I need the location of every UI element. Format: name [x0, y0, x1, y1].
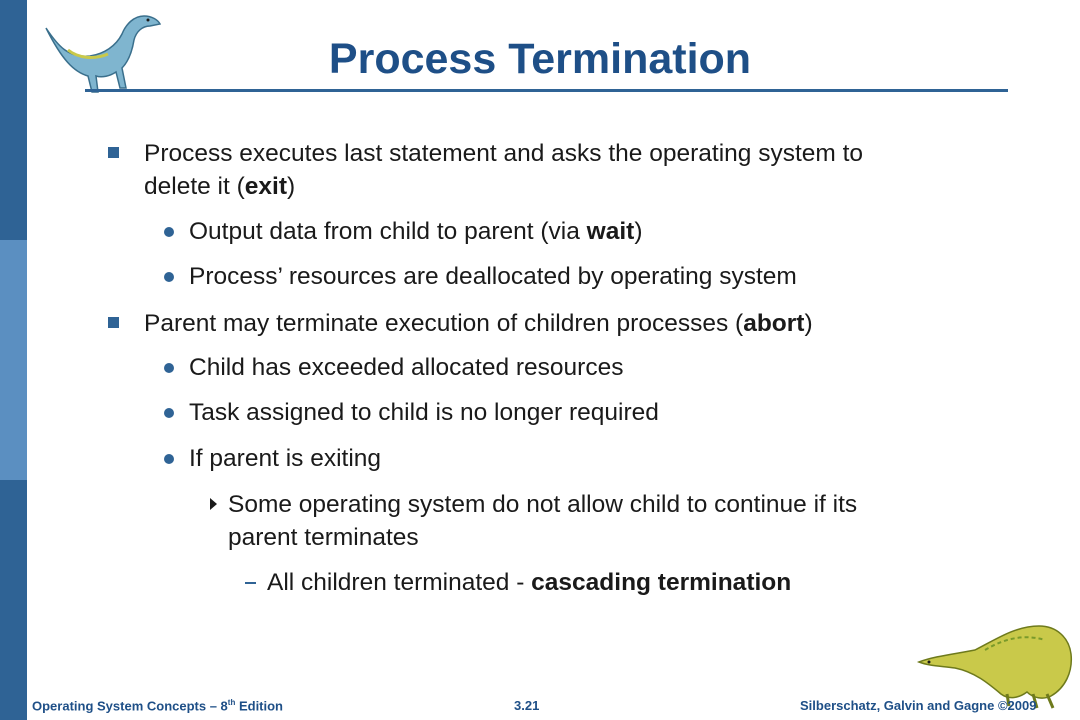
round-bullet-icon	[164, 227, 174, 237]
bullet-2-close: )	[634, 218, 643, 245]
round-bullet-icon	[164, 408, 174, 418]
bullet-7: If parent is exiting	[189, 445, 382, 472]
bullet-8-line-2: parent terminates	[228, 524, 419, 551]
round-bullet-icon	[164, 454, 174, 464]
bullet-2-keyword: wait	[586, 218, 635, 245]
footer-book-title-prefix: Operating System Concepts – 8	[32, 698, 228, 714]
footer-book-title-suffix: Edition	[235, 698, 284, 714]
round-bullet-icon	[164, 272, 174, 282]
bullet-9-text: All children terminated -	[267, 569, 532, 596]
square-bullet-icon	[108, 147, 119, 158]
bullet-2-text: Output data from child to parent (via	[189, 218, 587, 245]
bullet-4	[144, 307, 813, 340]
bullet-4-close: )	[804, 310, 813, 337]
bullet-3: Process’ resources are deallocated by operating system	[189, 263, 797, 290]
footer-copyright: Silberschatz, Galvin and Gagne ©2009	[800, 698, 1037, 713]
bullet-1-line-1: Process executes last statement and asks the operating system to	[144, 140, 864, 167]
bullet-2	[189, 215, 642, 248]
bullet-4-keyword: abort	[743, 310, 805, 337]
square-bullet-icon	[108, 317, 119, 328]
bullet-1	[144, 137, 863, 203]
bullet-1-line-2: delete it (	[144, 173, 245, 200]
bullet-8-line-1: Some operating system do not allow child to continue if its	[228, 491, 858, 518]
dinosaur-icon	[38, 6, 163, 96]
bullet-4-text: Parent may terminate execution of children processes (	[144, 310, 744, 337]
bullet-8	[228, 488, 857, 554]
bullet-1-keyword: exit	[244, 173, 287, 200]
bullet-5: Child has exceeded allocated resources	[189, 354, 624, 381]
dinosaur-icon	[915, 610, 1075, 710]
footer-book-title	[32, 698, 283, 713]
slide-title: Process Termination	[328, 35, 752, 83]
bullet-1-close: )	[287, 173, 296, 200]
triangle-bullet-icon	[210, 498, 217, 510]
round-bullet-icon	[164, 363, 174, 373]
bullet-9-keyword: cascading termination	[531, 569, 792, 596]
bullet-6: Task assigned to child is no longer required	[189, 399, 659, 426]
footer-page-number: 3.21	[514, 698, 540, 713]
dash-bullet-icon	[245, 582, 256, 584]
title-underline	[85, 89, 1008, 92]
side-bar	[0, 0, 27, 720]
footer-edition-sup: th	[227, 698, 236, 707]
side-bar-highlight	[0, 240, 27, 480]
bullet-9	[267, 566, 791, 599]
